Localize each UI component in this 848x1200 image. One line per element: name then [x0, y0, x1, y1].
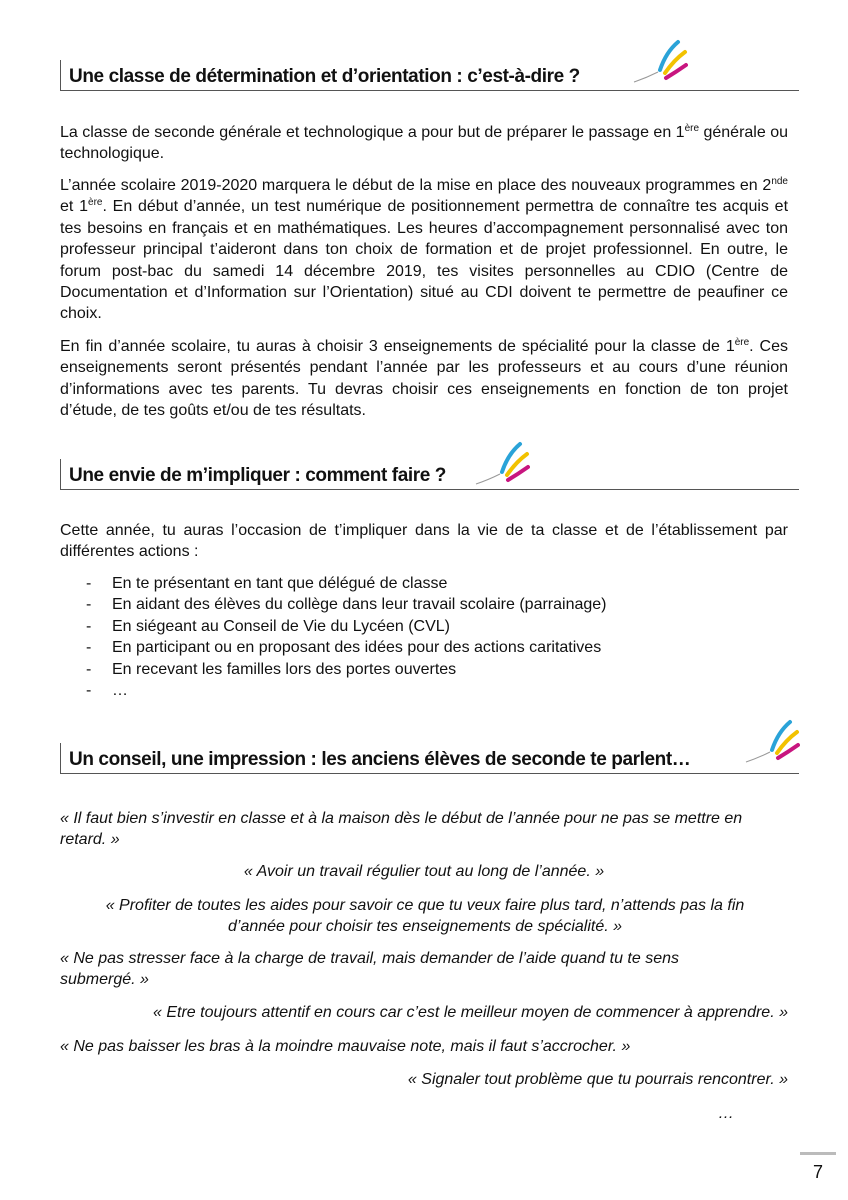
list-item: - En recevant les familles lors des portes ouvertes — [86, 659, 607, 680]
section-title: Un conseil, une impression : les anciens élèves de seconde te parlent… — [69, 749, 691, 770]
list-item: - En te présentant en tant que délégué de classe — [86, 573, 607, 594]
quote-4: « Ne pas stresser face à la charge de travail, mais demander de l’aide quand tu te sens submergé. » — [60, 950, 680, 989]
page-number: 7 — [800, 1152, 836, 1189]
brush-strokes-icon — [632, 38, 688, 86]
quote-7: « Signaler tout problème que tu pourrais rencontrer. » — [407, 1071, 788, 1088]
intro-paragraph: Cette année, tu auras l’occasion de t’impliquer dans la vie de ta classe et de l’établissement par différentes actions : — [60, 522, 788, 561]
quote-ellipsis: … — [718, 1105, 734, 1122]
list-item: - En participant ou en proposant des idées pour des actions caritatives — [86, 637, 607, 658]
section-title: Une classe de détermination et d’orientation : c’est-à-dire ? — [69, 66, 580, 87]
brush-strokes-icon — [744, 718, 800, 766]
list-item: - En aidant des élèves du collège dans leur travail scolaire (parrainage) — [86, 594, 607, 615]
paragraph-3: En fin d’année scolaire, tu auras à choisir 3 enseignements de spécialité pour la classe de 1ère. Ces enseignements seront présentés pendant l’année par les professeurs et au cours d’une réunion d’informations avec tes parents. Tu devras choisir ces enseignements en fonction de ton projet d’étude, de tes goûts et/ou de tes résultats. — [60, 337, 788, 420]
section-title: Une envie de m’impliquer : comment faire ? — [69, 465, 447, 486]
section-heading-3 — [60, 743, 799, 774]
section-heading-1 — [60, 60, 799, 91]
quote-1: « Il faut bien s’investir en classe et à la maison dès le début de l’année pour ne pas se mettre en retard. » — [60, 810, 743, 849]
quote-3: « Profiter de toutes les aides pour savoir ce que tu veux faire plus tard, n’attends pas la fin d’année pour choisir tes enseignements de spécialité. » — [105, 897, 745, 936]
paragraph-1: La classe de seconde générale et technologique a pour but de préparer le passage en 1ère générale ou technologique. — [60, 123, 789, 163]
actions-list — [86, 573, 607, 701]
quote-6: « Ne pas baisser les bras à la moindre mauvaise note, mais il faut s’accrocher. » — [60, 1038, 631, 1055]
brush-strokes-icon — [474, 440, 530, 488]
list-item: - En siégeant au Conseil de Vie du Lycéen (CVL) — [86, 616, 607, 637]
paragraph-2: L’année scolaire 2019-2020 marquera le début de la mise en place des nouveaux programmes en 2nde et 1ère. En début d’année, un test numérique de positionnement permettra de connaître tes acquis et tes besoins en français et en mathématiques. Les heures d’accompagnement personnalisé avec ton professeur principal t’aideront dans ton choix de formation et de projet professionnel. En outre, le forum post-bac du samedi 14 décembre 2019, tes visites personnelles au CDIO (Centre de Documentation et d’Information sur l’Orientation) situé au CDI doivent te permettre de peaufiner ce choix. — [60, 176, 789, 323]
section-heading-2 — [60, 459, 799, 490]
list-item: - … — [86, 680, 607, 701]
quote-2: « Avoir un travail régulier tout au long de l’année. » — [243, 863, 605, 880]
quote-5: « Etre toujours attentif en cours car c’est le meilleur moyen de commencer à apprendre. » — [153, 1004, 788, 1021]
